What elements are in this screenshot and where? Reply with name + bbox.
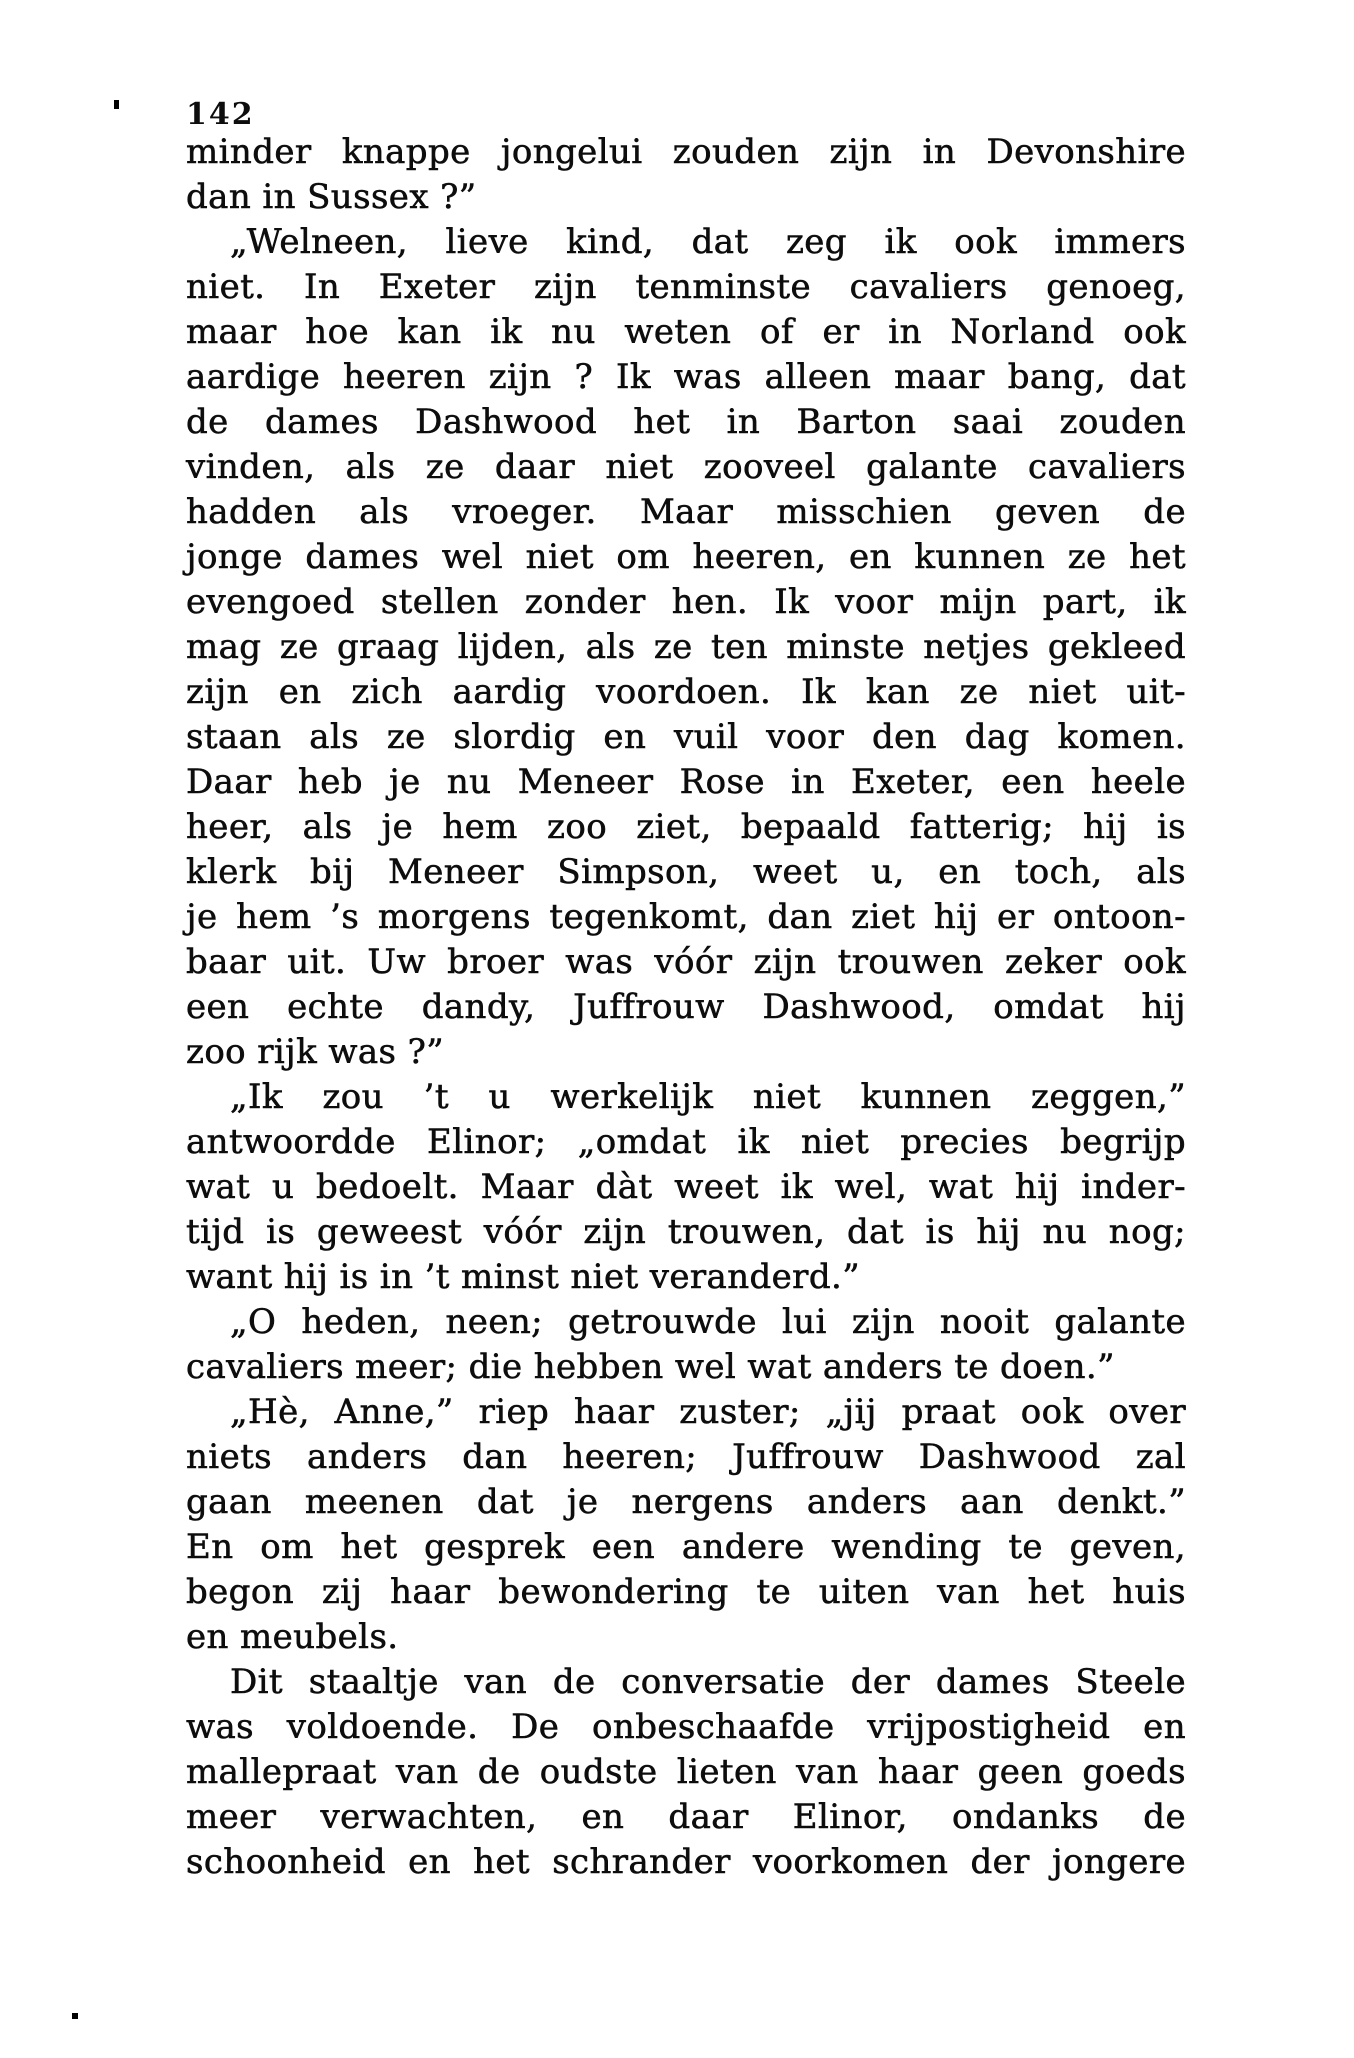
text-line: klerk bij Meneer Simpson, weet u, en toch, als: [186, 852, 1186, 892]
text-line: maar hoe kan ik nu weten of er in Norland ook: [186, 312, 1186, 352]
text-line: „O heden, neen; getrouwde lui zijn nooit galante: [230, 1302, 1186, 1342]
text-line: antwoordde Elinor; „omdat ik niet precies begrijp: [186, 1122, 1186, 1162]
scan-speck: [72, 2013, 78, 2019]
text-line: evengoed stellen zonder hen. Ik voor mijn part, ik: [186, 582, 1186, 622]
text-line: jonge dames wel niet om heeren, en kunnen ze het: [186, 537, 1186, 577]
text-line: hadden als vroeger. Maar misschien geven de: [186, 492, 1186, 532]
text-line: want hij is in ’t minst niet veranderd.”: [186, 1257, 860, 1297]
body-text: [186, 130, 1186, 1885]
text-line: „Hè, Anne,” riep haar zuster; „jij praat ook over: [230, 1392, 1186, 1432]
scan-speck: [114, 100, 119, 109]
text-line: „Ik zou ’t u werkelijk niet kunnen zeggen,”: [230, 1077, 1186, 1117]
text-line: mallepraat van de oudste lieten van haar geen goeds: [186, 1752, 1186, 1792]
text-line: staan als ze slordig en vuil voor den dag komen.: [186, 717, 1186, 757]
text-line: cavaliers meer; die hebben wel wat anders te doen.”: [186, 1347, 1115, 1387]
text-line: Daar heb je nu Meneer Rose in Exeter, een heele: [186, 762, 1186, 802]
text-line: Dit staaltje van de conversatie der dames Steele: [230, 1662, 1186, 1702]
text-line: zijn en zich aardig voordoen. Ik kan ze niet uit-: [186, 672, 1186, 712]
text-line: En om het gesprek een andere wending te geven,: [186, 1527, 1186, 1567]
text-line: schoonheid en het schrander voorkomen der jongere: [186, 1842, 1186, 1882]
text-line: gaan meenen dat je nergens anders aan denkt.”: [186, 1482, 1186, 1522]
text-line: de dames Dashwood het in Barton saai zouden: [186, 402, 1186, 442]
text-line: baar uit. Uw broer was vóór zijn trouwen zeker ook: [186, 942, 1186, 982]
text-line: je hem ’s morgens tegenkomt, dan ziet hij er ontoon-: [186, 897, 1186, 937]
text-line: niets anders dan heeren; Juffrouw Dashwood zal: [186, 1437, 1186, 1477]
text-line: mag ze graag lijden, als ze ten minste netjes gekleed: [186, 627, 1186, 667]
text-line: zoo rijk was ?”: [186, 1032, 444, 1072]
text-line: niet. In Exeter zijn tenminste cavaliers genoeg,: [186, 267, 1186, 307]
text-line: wat u bedoelt. Maar dàt weet ik wel, wat hij inder-: [186, 1167, 1186, 1207]
text-line: en meubels.: [186, 1617, 399, 1657]
text-line: heer, als je hem zoo ziet, bepaald fatterig; hij is: [186, 807, 1186, 847]
text-line: „Welneen, lieve kind, dat zeg ik ook immers: [230, 222, 1186, 262]
text-line: aardige heeren zijn ? Ik was alleen maar bang, dat: [186, 357, 1186, 397]
text-line: dan in Sussex ?”: [186, 177, 477, 217]
page-number: 142: [186, 97, 255, 132]
text-line: vinden, als ze daar niet zooveel galante cavaliers: [186, 447, 1186, 487]
text-line: een echte dandy, Juffrouw Dashwood, omdat hij: [186, 987, 1186, 1027]
text-line: was voldoende. De onbeschaafde vrijpostigheid en: [186, 1707, 1186, 1747]
text-line: tijd is geweest vóór zijn trouwen, dat is hij nu nog;: [186, 1212, 1186, 1252]
text-line: minder knappe jongelui zouden zijn in Devonshire: [186, 132, 1186, 172]
text-line: meer verwachten, en daar Elinor, ondanks de: [186, 1797, 1186, 1837]
text-line: begon zij haar bewondering te uiten van het huis: [186, 1572, 1186, 1612]
